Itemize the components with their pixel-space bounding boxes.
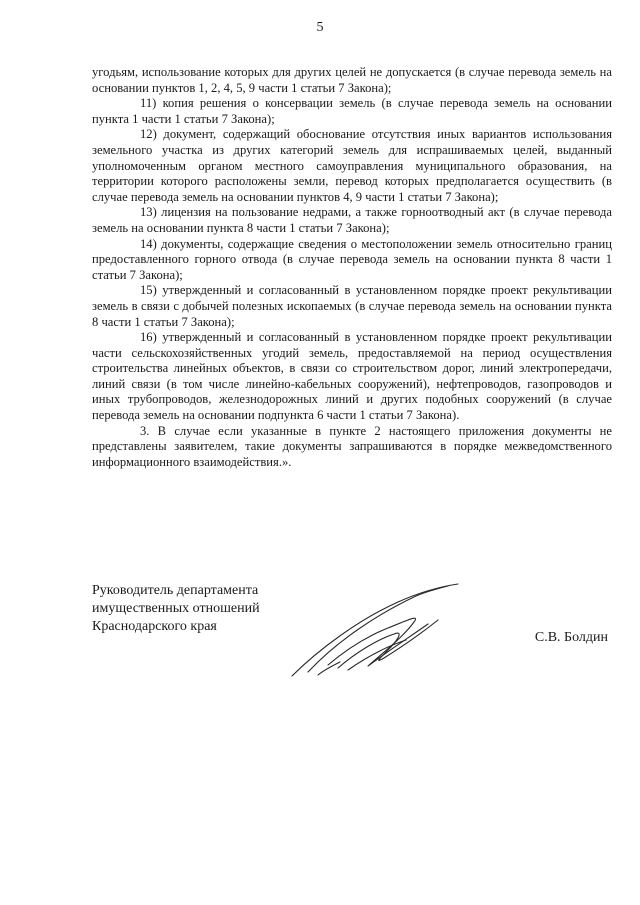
signer-title-line: Краснодарского края (92, 619, 217, 634)
signer-title-line: Руководитель департамента (92, 583, 259, 598)
paragraph-item-12: 12) документ, содержащий обоснование отсутствия иных вариантов использования земельного участка из других категорий земель для испрашиваемых целей, выданный уполномоченным органом местного самоуправления муниципального образования, на территории которого расположены земли, перевод которых предполагается осуществить (в случае перевода земель на основании пунктов 4, 9 части 1 статьи 7 Закона); (92, 127, 612, 204)
page-number: 5 (316, 20, 324, 35)
document-body (92, 65, 612, 470)
signer-name: С.В. Болдин (534, 630, 608, 645)
paragraph-item-15: 15) утвержденный и согласованный в установленном порядке проект рекультивации земель в связи с добычей полезных ископаемых (в случае перевода земель на основании пункта 8 части 1 статьи 7 Закона); (92, 283, 612, 329)
paragraph-item-3: 3. В случае если указанные в пункте 2 настоящего приложения документы не представлены заявителем, такие документы запрашиваются в порядке межведомственного информационного взаимодействия.». (92, 423, 612, 469)
paragraph-item-13: 13) лицензия на пользование недрами, а также горноотводный акт (в случае перевода земель на основании пункта 8 части 1 статьи 7 Закона); (92, 205, 612, 235)
handwritten-signature (288, 580, 478, 680)
paragraph-item-14: 14) документы, содержащие сведения о местоположении земель относительно границ предоставленного горного отвода (в случае перевода земель на основании пункта 8 части 1 статьи 7 Закона); (92, 236, 612, 282)
paragraph-item-11: 11) копия решения о консервации земель (в случае перевода земель на основании пункта 1 части 1 статьи 7 Закона); (92, 96, 612, 126)
paragraph-item-16: 16) утвержденный и согласованный в установленном порядке проект рекультивации части сельскохозяйственных угодий земель, предоставляемой на период осуществления строительства линейных объектов, в связи со строительством дорог, линий электропередачи, линий связи (в том числе линейно-кабельных сооружений), нефтепроводов, газопроводов и иных трубопроводов, железнодорожных линий и других подобных сооружений (в случае перевода земель на основании подпункта 6 части 1 статьи 7 Закона). (92, 330, 612, 423)
signature-block (92, 582, 612, 702)
signer-title-line: имущественных отношений (92, 601, 260, 616)
paragraph-continuation: угодьям, использование которых для других целей не допускается (в случае перевода земель на основании пунктов 1, 2, 4, 5, 9 части 1 статьи 7 Закона); (92, 65, 612, 95)
signer-title (92, 582, 260, 636)
